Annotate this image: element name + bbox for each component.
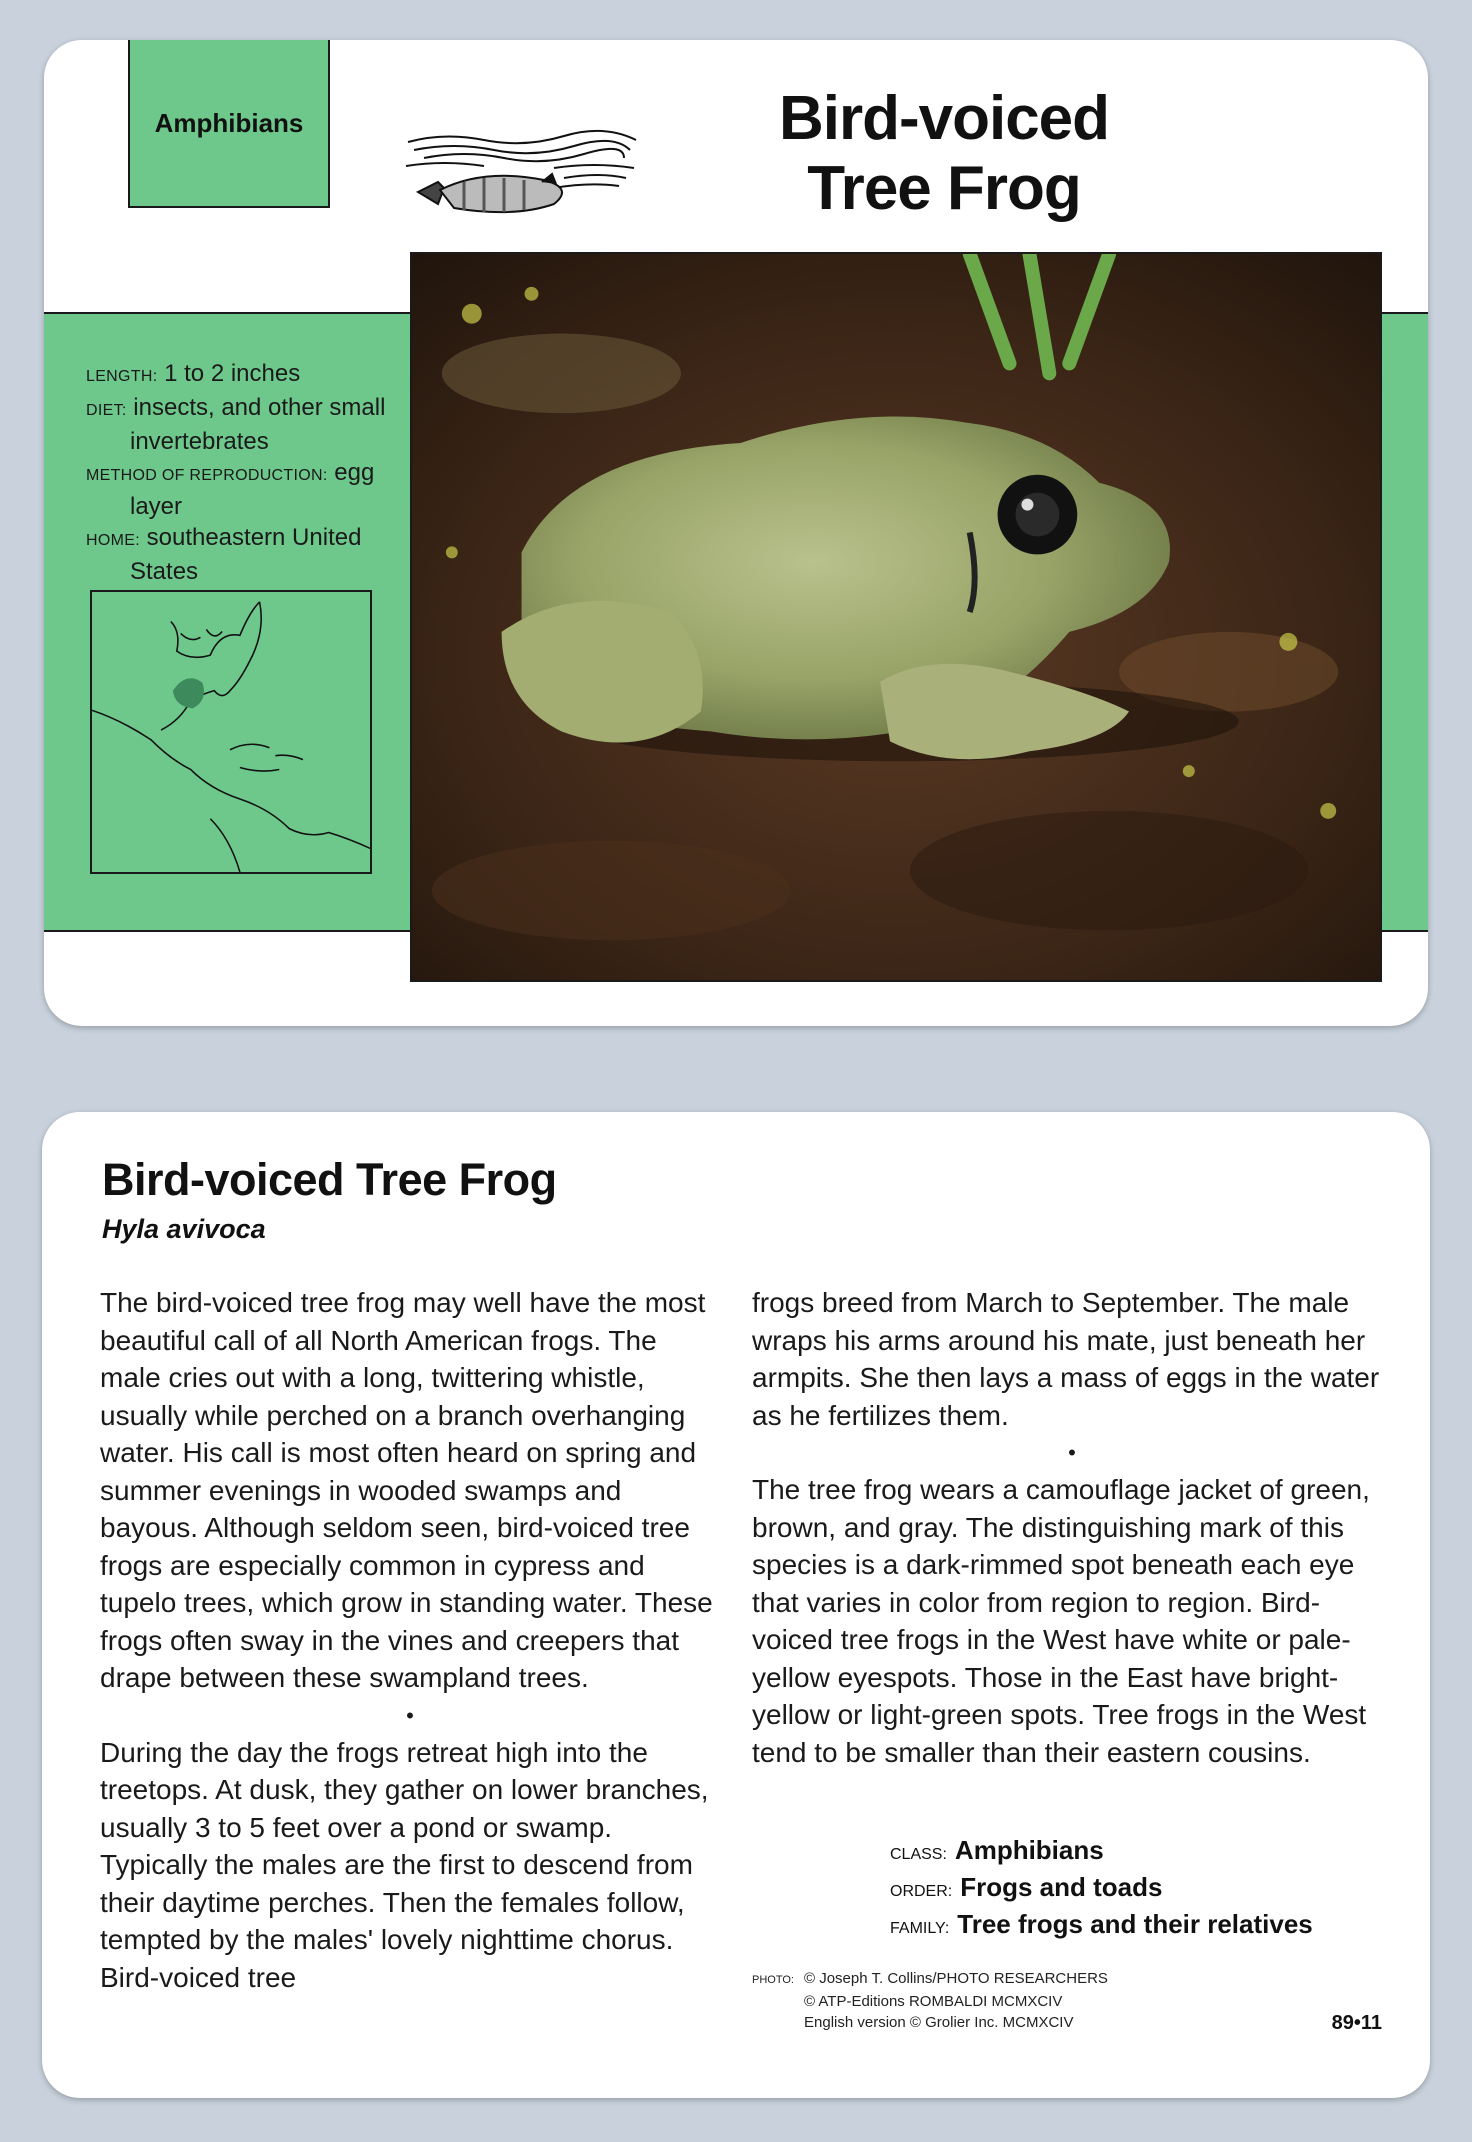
fact-length-value: 1 to 2 inches: [164, 360, 301, 387]
fact-diet-value-1: insects, and other small: [133, 394, 386, 421]
card-number: 89•11: [1331, 2012, 1382, 2034]
category-tab: [128, 40, 330, 208]
fact-reproduction-value-2: layer: [130, 493, 183, 520]
photo-label: PHOTO:: [752, 1974, 794, 1986]
left-column: [100, 1284, 720, 1996]
back-card: [42, 1112, 1430, 2098]
right-paragraph-2: The tree frog wears a camouflage jacket of green, brown, and gray. The distinguishing mark of this species is a dark-rimmed spot beneath each eye that varies in color from region to region. Bird-voiced tree frogs in the West have white or pale-yellow eyespots. Those in the East have bright-yellow or light-green spots. Tree frogs in the West tend to be smaller than their eastern cousins.: [752, 1474, 1370, 1768]
right-column: [752, 1284, 1392, 1771]
credit-text-1: © Joseph T. Collins/PHOTO RESEARCHERS: [804, 1970, 1108, 1987]
fact-home-value-1: southeastern United: [146, 524, 362, 551]
fact-diet-value-2: invertebrates: [130, 428, 269, 455]
left-paragraph-1: The bird-voiced tree frog may well have the most beautiful call of all North American frogs. The male cries out with a long, twittering whistle, usually while perched on a branch overhanging water. His call is most often heard on spring and summer evenings in wooded swamps and bayous. Although seldom seen, bird-voiced tree frogs are especially common in cypress and tupelo trees, which grow in standing water. These frogs often sway in the vines and creepers that drape between these swampland trees.: [100, 1287, 713, 1693]
class-label: CLASS:: [890, 1846, 947, 1863]
bullet-separator: •: [1068, 1440, 1076, 1465]
family-label: FAMILY:: [890, 1920, 950, 1937]
range-map: [90, 590, 372, 874]
fact-diet: [86, 392, 426, 457]
fact-home-value-2: States: [130, 558, 199, 585]
credit-line-3: English version © Grolier Inc. MCMXCIV: [804, 2014, 1074, 2031]
back-title: Bird-voiced Tree Frog: [102, 1154, 557, 1205]
frog-photo: [410, 252, 1382, 982]
credit-line-2: © ATP-Editions ROMBALDI MCMXCIV: [804, 1993, 1063, 2010]
taxonomy-class: [890, 1834, 1313, 1871]
class-value: Amphibians: [954, 1835, 1104, 1865]
category-label: Amphibians: [154, 107, 304, 138]
fish-in-water-icon: [404, 122, 640, 232]
fact-length-label: LENGTH:: [86, 368, 158, 385]
front-title-line2: Tree Frog: [807, 154, 1081, 223]
credit-line-1: [752, 1968, 1108, 1991]
taxonomy-block: [890, 1834, 1313, 1945]
taxonomy-family: [890, 1908, 1313, 1945]
fact-reproduction: [86, 457, 426, 522]
front-title-line1: Bird-voiced: [778, 84, 1110, 153]
fact-length: [86, 358, 426, 392]
fact-home-label: HOME:: [86, 532, 140, 549]
order-label: ORDER:: [890, 1883, 953, 1900]
right-paragraph-1: frogs breed from March to September. The male wraps his arms around his mate, just beneath her armpits. She then lays a mass of eggs in the water as he fertilizes them.: [752, 1287, 1380, 1431]
facts-panel: [86, 358, 426, 587]
front-title: [684, 84, 1204, 224]
fact-reproduction-label: METHOD OF REPRODUCTION:: [86, 467, 328, 484]
family-value: Tree frogs and their relatives: [957, 1909, 1313, 1939]
fact-home: [86, 522, 426, 587]
bullet-separator: •: [406, 1702, 414, 1728]
front-card: [44, 40, 1428, 1026]
taxonomy-order: [890, 1871, 1313, 1908]
photo-credits: [752, 1968, 1108, 2033]
fact-diet-label: DIET:: [86, 402, 127, 419]
fact-reproduction-value-1: egg: [334, 459, 375, 486]
scientific-name: Hyla avivoca: [102, 1214, 266, 1244]
order-value: Frogs and toads: [960, 1872, 1163, 1902]
left-paragraph-2: During the day the frogs retreat high into the treetops. At dusk, they gather on lower branches, usually 3 to 5 feet over a pond or swamp. Typically the males are the first to descend from their daytime perches. Then the females follow, tempted by the males' lovely nighttime chorus. Bird-voiced tree: [100, 1736, 709, 1993]
